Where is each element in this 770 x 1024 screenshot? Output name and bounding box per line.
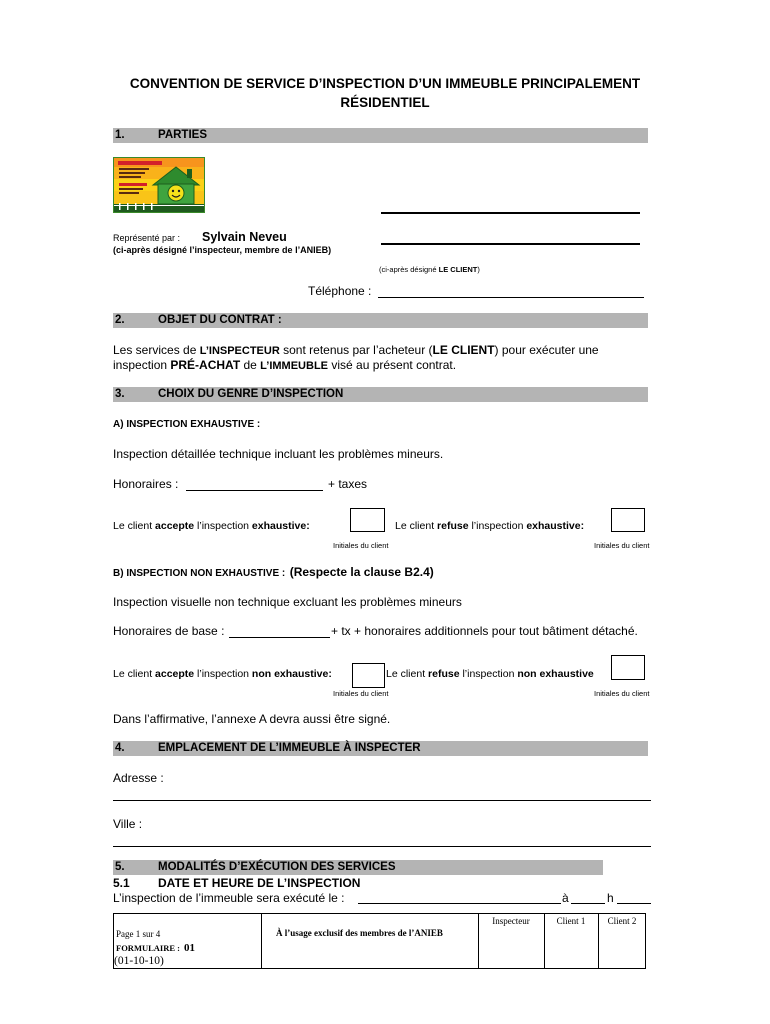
section-title: MODALITÉS D’EXÉCUTION DES SERVICES — [158, 861, 396, 873]
client-designation — [379, 265, 480, 274]
exhaustive-inspection-title: A) INSPECTION EXHAUSTIVE : — [113, 419, 261, 430]
company-logo — [113, 157, 205, 213]
hour-label: h — [607, 891, 614, 905]
form-date: (01-10-10) — [114, 955, 164, 967]
accept-exhaustive-label — [113, 520, 310, 533]
inspector-term: L’INSPECTEUR — [199, 345, 280, 357]
non-exhaustive-title-text: B) INSPECTION NON EXHAUSTIVE : — [113, 568, 286, 579]
accept-exhaustive-initials-box[interactable] — [350, 508, 385, 532]
inspection-hour-field[interactable] — [571, 903, 605, 904]
exhaustive-inspection-description: Inspection détaillée technique incluant les problèmes mineurs. — [113, 447, 444, 461]
refuse-exhaustive-label — [395, 520, 584, 533]
annex-note: Dans l’affirmative, l’annexe A devra aussi être signé. — [113, 712, 391, 726]
refuse-exhaustive-initials-box[interactable] — [611, 508, 645, 532]
inspector-name: Sylvain Neveu — [202, 230, 287, 244]
section-header-inspection-choice — [113, 387, 648, 402]
smiley-icon — [168, 185, 184, 201]
non-exhaustive-inspection-description: Inspection visuelle non technique excluant les problèmes mineurs — [113, 595, 462, 609]
inspection-date-field[interactable] — [358, 903, 561, 904]
subsection-title: DATE ET HEURE DE L’INSPECTION — [158, 876, 361, 890]
inspection-kind: non exhaustive: — [251, 668, 332, 680]
section-number: 4. — [115, 742, 125, 754]
client-term: LE CLIENT — [432, 343, 495, 357]
accept-verb: accepte — [155, 520, 195, 532]
text-segment: sont retenus par l’acheteur ( — [279, 343, 433, 357]
initials-column-inspector: Inspecteur — [492, 916, 530, 926]
usage-note: À l’usage exclusif des membres de l’ANIEB — [276, 928, 443, 938]
text-segment: l’inspection — [194, 520, 252, 532]
form-number: 01 — [183, 942, 195, 954]
base-fees-label: Honoraires de base : — [113, 624, 225, 638]
at-label: à — [562, 891, 569, 905]
initials-column-client-2: Client 2 — [607, 916, 637, 926]
client-designation-prefix: (ci-après désigné — [379, 265, 439, 274]
initials-caption: Initiales du client — [333, 689, 389, 698]
text-segment: Le client — [386, 668, 429, 680]
text-segment: Les services de — [113, 343, 200, 357]
client-designation-bold: LE CLIENT — [438, 265, 478, 274]
section-number: 3. — [115, 388, 125, 400]
section-header-contract-object — [113, 313, 648, 328]
page-number: Page 1 sur 4 — [116, 929, 161, 939]
inspection-kind: exhaustive: — [526, 520, 585, 532]
section-number: 2. — [115, 314, 125, 326]
refuse-verb: refuse — [428, 668, 460, 680]
contract-object-line1 — [113, 343, 599, 358]
exhaustive-fees-field[interactable] — [186, 490, 323, 491]
represented-by-label: Représenté par : — [113, 233, 181, 243]
accept-verb: accepte — [155, 668, 195, 680]
form-identifier — [116, 940, 195, 955]
refuse-non-exhaustive-label — [386, 668, 594, 681]
base-fees-suffix: + tx + honoraires additionnels pour tout bâtiment détaché. — [331, 624, 638, 638]
exhaustive-fees-label: Honoraires : — [113, 477, 179, 491]
accept-non-exhaustive-initials-box[interactable] — [352, 663, 385, 688]
document-title-line2: RÉSIDENTIEL — [340, 95, 430, 110]
initials-caption: Initiales du client — [594, 541, 650, 550]
clause-reference: (Respecte la clause B2.4) — [289, 565, 434, 579]
grass-fence — [114, 203, 204, 212]
address-field[interactable] — [113, 800, 651, 801]
initials-caption: Initiales du client — [594, 689, 650, 698]
building-term: L’IMMEUBLE — [260, 360, 329, 372]
inspection-kind: non exhaustive — [517, 668, 594, 680]
initials-column-client-1: Client 1 — [556, 916, 586, 926]
pre-purchase-term: PRÉ-ACHAT — [170, 358, 241, 372]
form-label: FORMULAIRE : — [116, 943, 180, 953]
inspection-date-label: L’inspection de l’immeuble sera exécuté le : — [113, 891, 345, 905]
refuse-verb: refuse — [437, 520, 469, 532]
text-segment: inspection — [113, 358, 171, 372]
text-segment: Le client — [113, 668, 156, 680]
subsection-number: 5.1 — [113, 876, 130, 890]
section-title: OBJET DU CONTRAT : — [158, 314, 282, 326]
contract-object-line2 — [113, 358, 456, 373]
section-title: CHOIX DU GENRE D’INSPECTION — [158, 388, 344, 400]
exhaustive-fees-suffix: + taxes — [328, 477, 368, 491]
text-segment: visé au présent contrat. — [328, 358, 457, 372]
text-segment: l’inspection — [194, 668, 252, 680]
document-title-line1: CONVENTION DE SERVICE D’INSPECTION D’UN IMMEUBLE PRINCIPALEMENT — [129, 76, 641, 91]
section-header-parties — [113, 128, 648, 143]
section-title: PARTIES — [158, 129, 207, 141]
city-field[interactable] — [113, 846, 651, 847]
non-exhaustive-inspection-title — [113, 565, 434, 581]
section-header-execution — [113, 860, 603, 875]
text-segment: l’inspection — [459, 668, 518, 680]
text-segment: Le client — [395, 520, 438, 532]
section-number: 1. — [115, 129, 125, 141]
client-designation-suffix: ) — [477, 265, 480, 274]
phone-label: Téléphone : — [308, 284, 372, 298]
section-header-building-location — [113, 741, 648, 756]
inspection-minute-field[interactable] — [617, 903, 651, 904]
text-segment: de — [240, 358, 261, 372]
phone-field[interactable] — [378, 297, 644, 298]
initials-caption: Initiales du client — [333, 541, 389, 550]
footer-divider — [261, 913, 262, 969]
section-number: 5. — [115, 861, 125, 873]
client-second-name-field[interactable] — [381, 243, 640, 245]
base-fees-field[interactable] — [229, 637, 330, 638]
address-label: Adresse : — [113, 771, 164, 785]
refuse-non-exhaustive-initials-box[interactable] — [611, 655, 645, 680]
city-label: Ville : — [113, 817, 143, 831]
client-name-field[interactable] — [381, 212, 640, 214]
accept-non-exhaustive-label — [113, 668, 332, 681]
section-title: EMPLACEMENT DE L’IMMEUBLE À INSPECTER — [158, 742, 421, 754]
text-segment: l’inspection — [468, 520, 527, 532]
inspection-kind: exhaustive: — [251, 520, 310, 532]
text-segment: ) pour exécuter une — [494, 343, 599, 357]
inspector-designation: (ci-après désigné l’inspecteur, membre de l’ANIEB) — [113, 245, 332, 255]
text-segment: Le client — [113, 520, 156, 532]
